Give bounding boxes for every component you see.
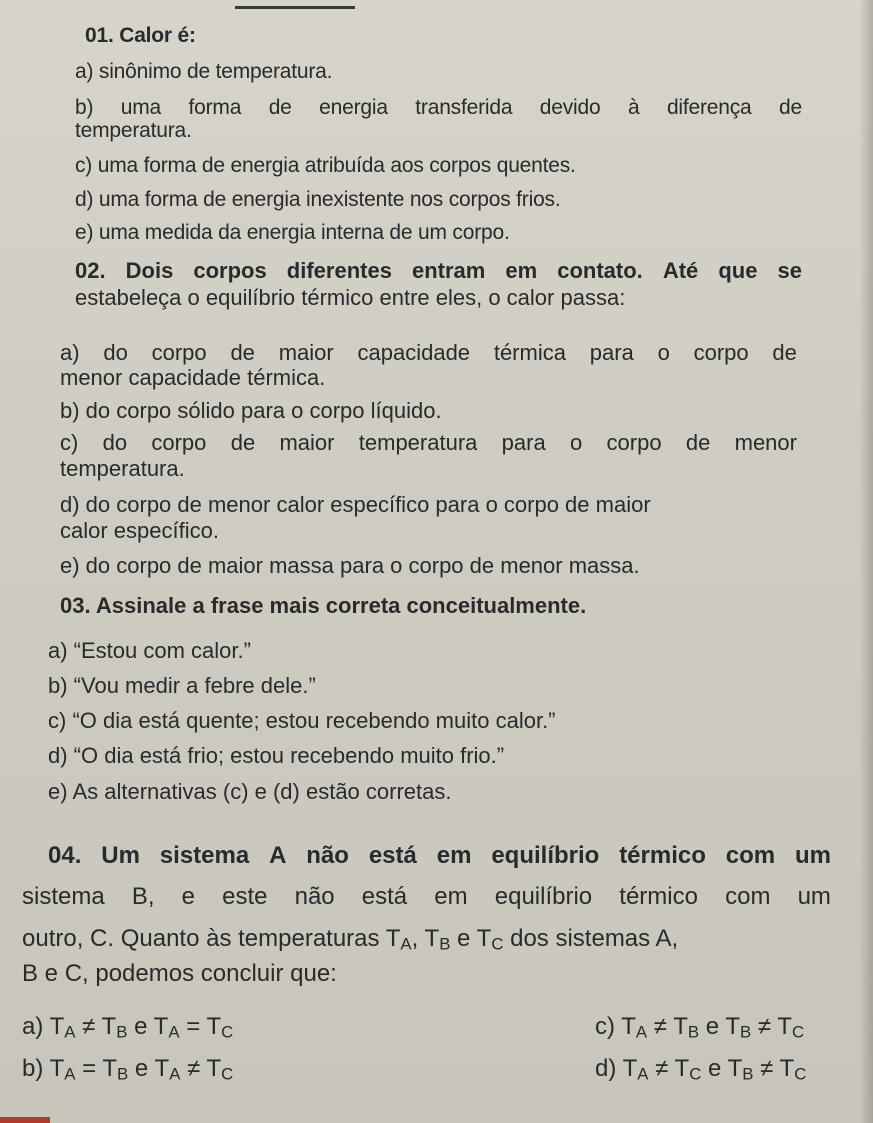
word: em xyxy=(436,842,472,869)
word: um xyxy=(797,883,831,910)
word: contato. xyxy=(557,258,643,283)
q3-option-b: b) “Vou medir a febre dele.” xyxy=(48,673,316,698)
word: sistema xyxy=(159,842,250,869)
word: B, xyxy=(131,883,155,910)
word: A xyxy=(269,842,287,869)
word: em xyxy=(505,258,538,283)
q4-option-c: c) $T_A \ne T_B$ e $T_B \ne T_C$ xyxy=(595,1013,805,1042)
q1-title: 01. Calor é: xyxy=(85,24,196,47)
word: equilíbrio xyxy=(491,842,600,869)
word: este xyxy=(222,883,268,910)
q4-line2 xyxy=(22,883,831,911)
q2-option-e: e) do corpo de maior massa para o corpo de menor massa. xyxy=(60,553,640,578)
q2-option-c-line1 xyxy=(60,430,797,456)
q4-option-d: d) $T_A \ne T_C$ e $T_B \ne T_C$ xyxy=(595,1055,807,1084)
word: capacidade xyxy=(357,340,471,365)
q4-option-a: a) $T_A \ne T_B$ e $T_A = T_C$ xyxy=(22,1013,234,1042)
word: térmica xyxy=(493,340,566,365)
word: se xyxy=(777,258,802,283)
word: com xyxy=(725,842,776,869)
word: Dois xyxy=(125,258,174,283)
word: com xyxy=(725,883,771,910)
word: que xyxy=(718,258,758,283)
word: de xyxy=(779,96,802,119)
word: b) xyxy=(75,96,94,119)
word: maior xyxy=(279,430,335,455)
word: de xyxy=(685,430,711,455)
word: térmico xyxy=(619,883,698,910)
word: um xyxy=(795,842,831,869)
word: o xyxy=(657,340,670,365)
word: temperatura xyxy=(358,430,478,455)
q3-option-c: c) “O dia está quente; estou recebendo muito calor.” xyxy=(48,708,556,733)
word: não xyxy=(294,883,335,910)
word: menor xyxy=(734,430,797,455)
word: c) xyxy=(60,430,79,455)
q2-option-d-line1: d) do corpo de menor calor específico para o corpo de maior xyxy=(60,492,651,517)
word: forma xyxy=(188,96,242,119)
word: está xyxy=(361,883,408,910)
word: não xyxy=(306,842,349,869)
word: equilíbrio xyxy=(494,883,593,910)
word: corpos xyxy=(193,258,267,283)
word: entram xyxy=(411,258,486,283)
q3-option-d: d) “O dia está frio; estou recebendo muito frio.” xyxy=(48,743,505,768)
word: está xyxy=(368,842,417,869)
word: 04. xyxy=(48,842,82,869)
q3-title: 03. Assinale a frase mais correta conceitualmente. xyxy=(60,593,587,618)
word: transferida xyxy=(415,96,513,119)
q1-option-d: d) uma forma de energia inexistente nos corpos frios. xyxy=(75,188,561,211)
word: térmico xyxy=(619,842,706,869)
word: Até xyxy=(662,258,699,283)
q1-option-b-line2: temperatura. xyxy=(75,119,192,142)
word: e xyxy=(181,883,195,910)
word: diferença xyxy=(666,96,752,119)
word: de xyxy=(230,430,256,455)
word: do xyxy=(103,340,128,365)
q1-option-a: a) sinônimo de temperatura. xyxy=(75,60,333,83)
word: corpo xyxy=(151,340,207,365)
word: para xyxy=(501,430,546,455)
word: para xyxy=(589,340,634,365)
q1-option-e: e) uma medida da energia interna de um corpo. xyxy=(75,221,510,244)
q4-line1 xyxy=(48,842,831,870)
q3-option-a: a) “Estou com calor.” xyxy=(48,638,251,663)
q2-option-a-line1 xyxy=(60,340,797,366)
word: diferentes xyxy=(286,258,392,283)
paper-corner-mark xyxy=(0,1117,50,1123)
word: devido xyxy=(539,96,601,119)
q3-option-e: e) As alternativas (c) e (d) estão corretas. xyxy=(48,779,452,804)
top-rule xyxy=(235,6,355,9)
word: de xyxy=(268,96,292,119)
page-edge-shadow xyxy=(859,0,873,1123)
word: uma xyxy=(120,96,162,119)
word: de xyxy=(772,340,797,365)
q2-option-d-line2: calor específico. xyxy=(60,518,219,543)
word: em xyxy=(434,883,468,910)
q2-option-c-line2: temperatura. xyxy=(60,456,185,481)
word: à xyxy=(627,96,640,119)
word: corpo xyxy=(606,430,662,455)
q2-option-a-line2: menor capacidade térmica. xyxy=(60,365,326,390)
word: Um xyxy=(101,842,140,869)
q1-option-c: c) uma forma de energia atribuída aos corpos quentes. xyxy=(75,154,576,177)
word: corpo xyxy=(693,340,749,365)
q2-option-b: b) do corpo sólido para o corpo líquido. xyxy=(60,398,442,423)
q4-option-b: b) $T_A = T_B$ e $T_A \ne T_C$ xyxy=(22,1055,234,1084)
q1-option-b-line1 xyxy=(75,96,802,120)
word: de xyxy=(230,340,255,365)
q4-line4: B e C, podemos concluir que: xyxy=(22,960,337,987)
word: maior xyxy=(278,340,334,365)
word: sistema xyxy=(22,883,105,910)
q2-title-line1 xyxy=(75,258,802,284)
word: 02. xyxy=(75,258,106,283)
word: do xyxy=(102,430,128,455)
q2-title-line2: estabeleça o equilíbrio térmico entre eles, o calor passa: xyxy=(75,285,626,310)
q4-line3: outro, C. Quanto às temperaturas $T_A$, $T_B$ e $T_C$ dos sistemas A, xyxy=(22,925,679,954)
word: o xyxy=(570,430,583,455)
word: a) xyxy=(60,340,80,365)
word: corpo xyxy=(151,430,207,455)
word: energia xyxy=(319,96,388,119)
